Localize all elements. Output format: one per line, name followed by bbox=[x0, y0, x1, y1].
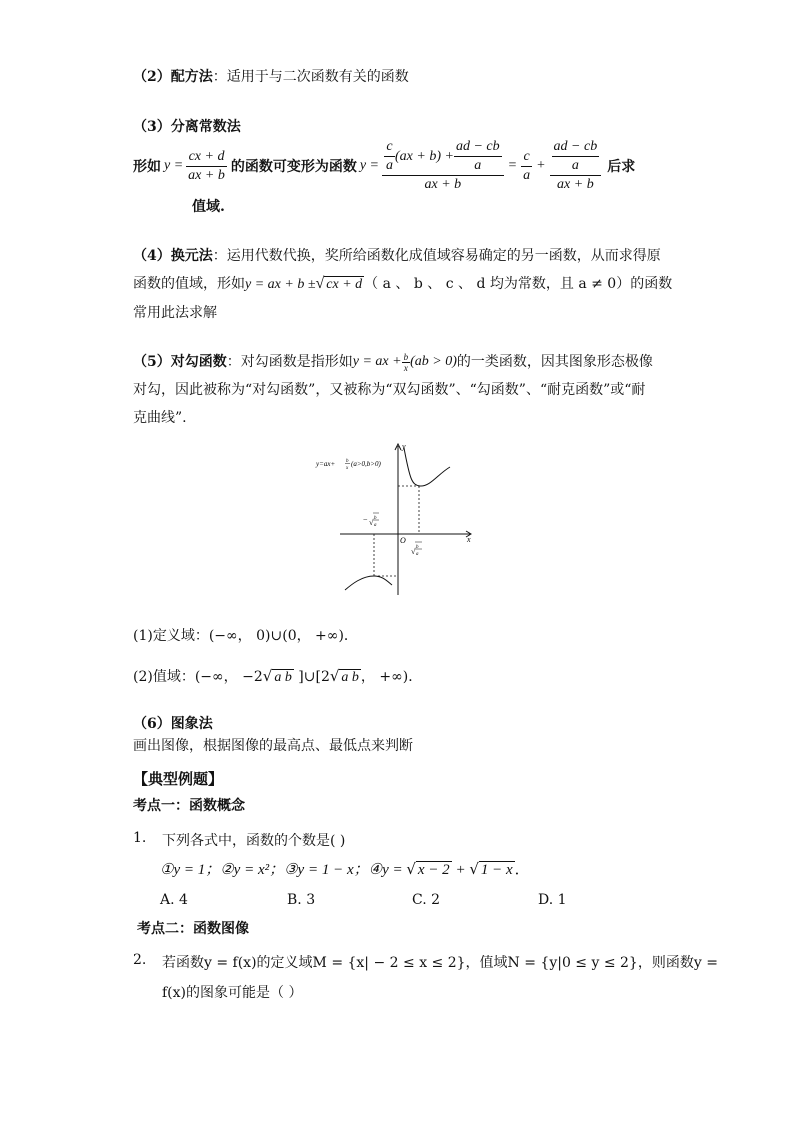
kp1-heading: 考点一：函数概念 bbox=[133, 798, 245, 814]
x-axis-label: x bbox=[467, 535, 471, 544]
svg-text:b: b bbox=[374, 516, 377, 521]
section-2-title: 配方法 bbox=[170, 69, 213, 85]
svg-text:(a>0,b>0): (a>0,b>0) bbox=[351, 460, 381, 468]
section-3-tail: 后求 bbox=[607, 159, 636, 175]
section-5-title: 对勾函数 bbox=[170, 354, 227, 370]
svg-text:b: b bbox=[346, 459, 349, 464]
y-axis-label: y bbox=[402, 442, 406, 451]
section-2-number: （2） bbox=[133, 69, 171, 85]
origin-label: O bbox=[400, 536, 406, 545]
section-4: （4）换元法：运用代数代换，奖所给函数化成值域容易确定的另一函数，从而求得原 函数的值域，形如y = ax + b ±√ cx + d （ a 、 b 、 c 、 d 均为常数，且 a ≠ 0）的函数 常用此法求解 bbox=[133, 248, 673, 321]
domain-line: (1)定义域：(−∞， 0)∪(0， +∞)． bbox=[133, 628, 358, 644]
svg-text:√: √ bbox=[411, 547, 416, 556]
svg-text:a: a bbox=[416, 552, 419, 557]
neg-sqrt-label: − bbox=[363, 515, 368, 524]
q2-line2: f(x)的图象可能是（ ） bbox=[162, 985, 303, 1001]
section-3-lead: 形如 bbox=[133, 159, 161, 175]
q2-line1: 若函数y = f(x)的定义域M = {x| − 2 ≤ x ≤ 2}，值域N = {y|0 ≤ y ≤ 2}，则函数y = bbox=[162, 955, 718, 971]
q1-option-d[interactable]: D. 1 bbox=[538, 892, 567, 908]
section-3-formula-line: 形如 y = $\frac{cx + d}{ax + b}$ 的函数可变形为函数 y = $\frac{c}{a}$ (ax + b) + $\frac{ad - cb}{a}$ ax + b = $\frac{c}{a}$ + $\frac{\frac{ad - cb}{a}}{ax + b}$ 后求 bbox=[133, 139, 636, 192]
svg-text:a: a bbox=[374, 523, 377, 528]
fraction-cx-d-over-ax-b: $\frac{cx + d}{ax + b}$ bbox=[188, 148, 225, 183]
section-5: （5） 对勾函数 ：对勾函数是指形如 y = ax + $\frac{b}{x}$ (ab > 0) 的一类函数，因其图象形态极像 对勾，因此被称为“对勾函数”，又被称为“双勾函数”、“勾函数”、“耐克函数”或“耐 克曲线”. bbox=[133, 348, 668, 432]
examples-heading: 【典型例题】 bbox=[133, 770, 224, 788]
fraction-separated: $\frac{c}{a}$ (ax + b) + $\frac{ad - cb}{a}$ ax + b bbox=[382, 138, 504, 194]
range-line: (2)值域：(−∞， −2√ a b ]∪[2√ a b ， +∞)． bbox=[133, 667, 423, 685]
section-6-text: 画出图像，根据图像的最高点、最低点来判断 bbox=[133, 738, 413, 754]
hook-function-graph bbox=[310, 440, 480, 600]
graph-function-label: y=ax+ bbox=[316, 460, 336, 468]
q1-items: ①y = 1；②y = x²；③y = 1 − x；④y = √ x − 2 + √ 1 − x ． bbox=[160, 860, 530, 878]
svg-text:√: √ bbox=[369, 518, 374, 527]
q1-option-c[interactable]: C. 2 bbox=[412, 892, 441, 908]
section-4-title: 换元法 bbox=[170, 248, 213, 264]
svg-text:x: x bbox=[346, 466, 349, 471]
section-2-text: ：适用于与二次函数有关的函数 bbox=[212, 69, 409, 85]
q1-text: 下列各式中，函数的个数是( ) bbox=[162, 833, 346, 849]
pos-sqrt-label: b bbox=[416, 545, 419, 550]
section-3-tail2: 值域. bbox=[192, 199, 225, 215]
q1-number: 1. bbox=[133, 830, 147, 846]
section-3-title: （3）分离常数法 bbox=[133, 119, 241, 135]
formula-y: y = bbox=[164, 158, 184, 173]
section-3-mid: 的函数可变形为函数 bbox=[230, 159, 357, 175]
q1-option-a[interactable]: A. 4 bbox=[160, 892, 188, 908]
left-branch-curve bbox=[345, 576, 392, 590]
q1-option-b[interactable]: B. 3 bbox=[287, 892, 316, 908]
section-6-title: （6）图象法 bbox=[133, 716, 213, 732]
q2-number: 2. bbox=[133, 952, 147, 968]
kp2-heading: 考点二：函数图像 bbox=[137, 921, 249, 937]
fraction-remainder: $\frac{\frac{ad - cb}{a}}{ax + b}$ bbox=[550, 138, 602, 194]
right-branch-curve bbox=[404, 448, 450, 486]
section-2 bbox=[133, 66, 409, 86]
